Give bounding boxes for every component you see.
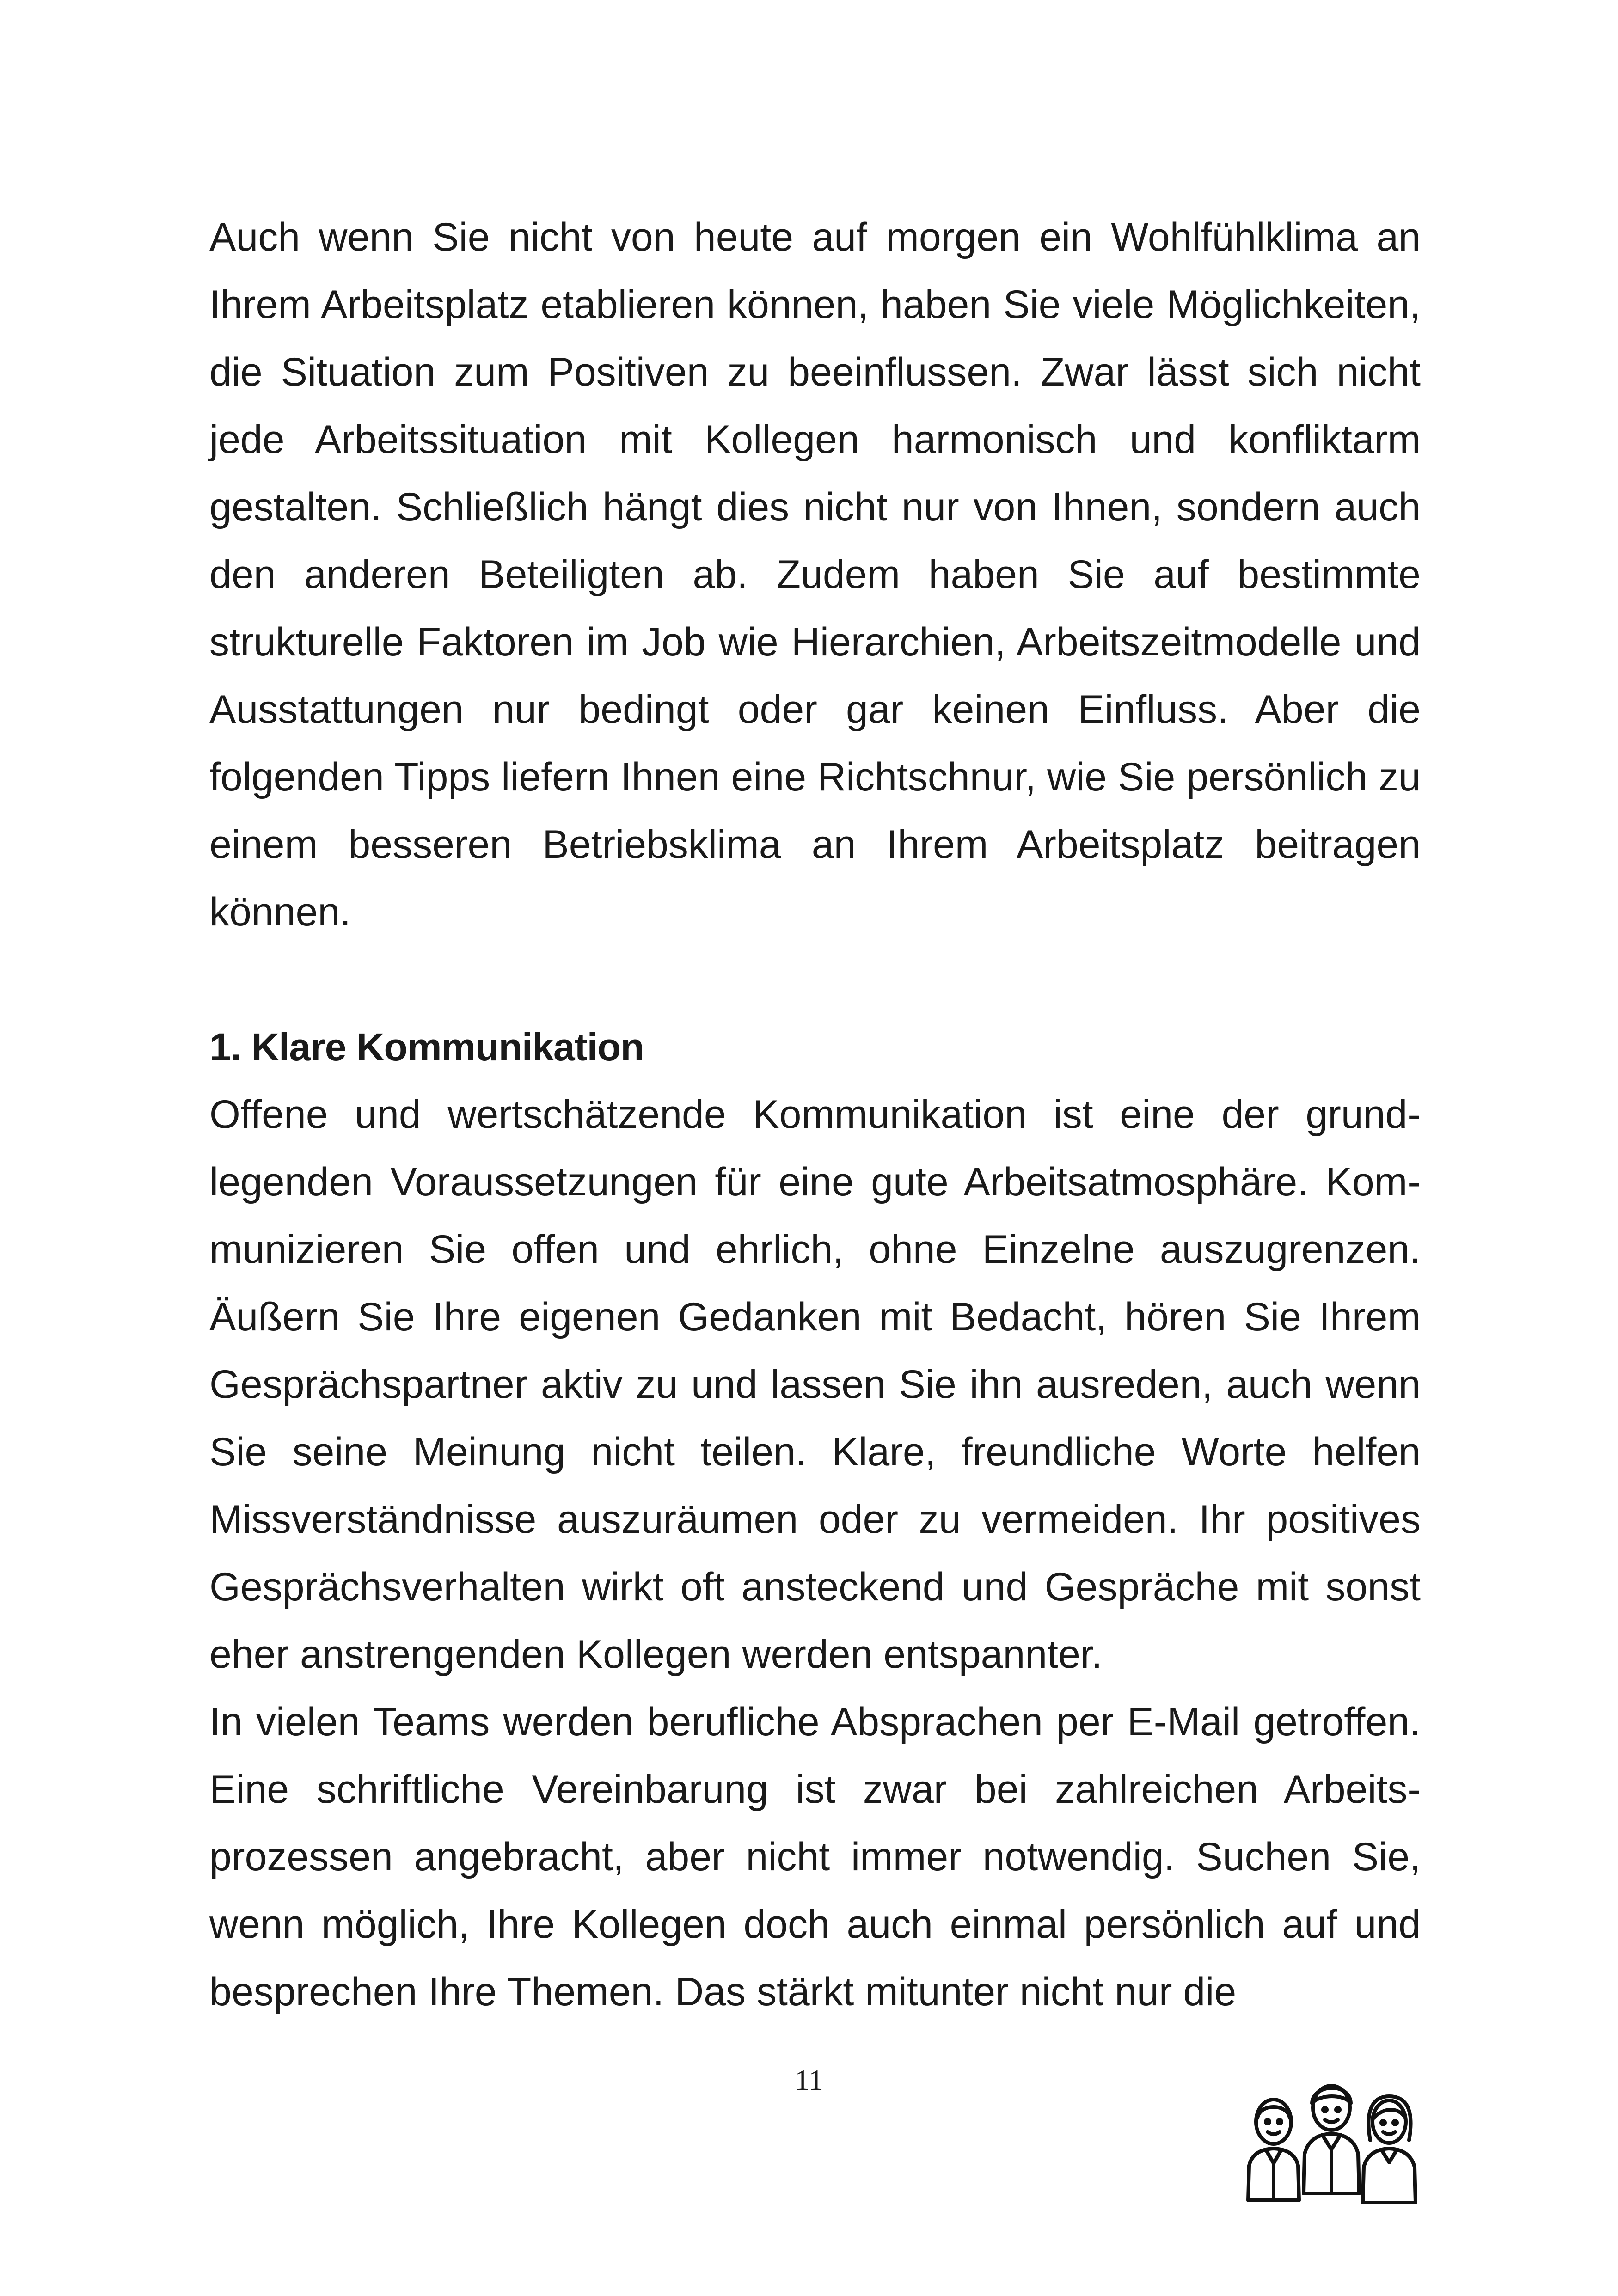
page-content xyxy=(209,203,1421,2026)
three-people-icon xyxy=(1239,2076,1424,2207)
section-paragraph: Offene und wertschätzende Kommunikation ist eine der grundlegenden Voraussetzungen für eine gute Arbeitsatmosphäre. Kommunizieren Sie offen und ehrlich, ohne Einzelne auszugrenzen. Äußern Sie Ihre eigenen Gedanken mit Bedacht, hören Sie Ihrem Gesprächspartner aktiv zu und lassen Sie ihn ausreden, auch wenn Sie seine Meinung nicht teilen. Klare, freundliche Worte helfen Missverständnisse auszuräumen oder zu vermeiden. Ihr positives Gesprächsverhalten wirkt oft ansteckend und Gespräche mit sonst eher anstrengenden Kollegen werden entspannter. xyxy=(209,1092,1421,1677)
section-heading: 1. Klare Kommunikation xyxy=(209,1025,644,1069)
page-number: 11 xyxy=(795,2063,823,2096)
person-left-icon xyxy=(1248,2100,1299,2200)
person-right-icon xyxy=(1363,2096,1416,2203)
person-middle-icon xyxy=(1304,2086,1359,2193)
section-paragraph: In vielen Teams werden berufliche Absprachen per E-Mail getroffen. Eine schriftliche Vereinbarung ist zwar bei zahlreichen Arbeitsprozessen angebracht, aber nicht immer notwendig. Suchen Sie, wenn möglich, Ihre Kollegen doch auch einmal persönlich auf und besprechen Ihre Themen. Das stärkt mitunter nicht nur die xyxy=(209,1700,1421,2014)
intro-paragraph: Auch wenn Sie nicht von heute auf morgen ein Wohlfühlklima an Ihrem Arbeitsplatz etablieren können, haben Sie viele Möglichkeiten, die Situation zum Positiven zu beeinflussen. Zwar lässt sich nicht jede Arbeitssituation mit Kollegen harmonisch und konfliktarm gestalten. Schließlich hängt dies nicht nur von Ihnen, sondern auch den anderen Beteiligten ab. Zudem haben Sie auf bestimmte strukturelle Faktoren im Job wie Hierarchien, Arbeitszeitmodelle und Ausstattungen nur bedingt oder gar keinen Einfluss. Aber die folgenden Tipps liefern Ihnen eine Richtschnur, wie Sie persönlich zu einem besseren Betriebsklima an Ihrem Arbeitsplatz beitragen können. xyxy=(209,215,1421,934)
